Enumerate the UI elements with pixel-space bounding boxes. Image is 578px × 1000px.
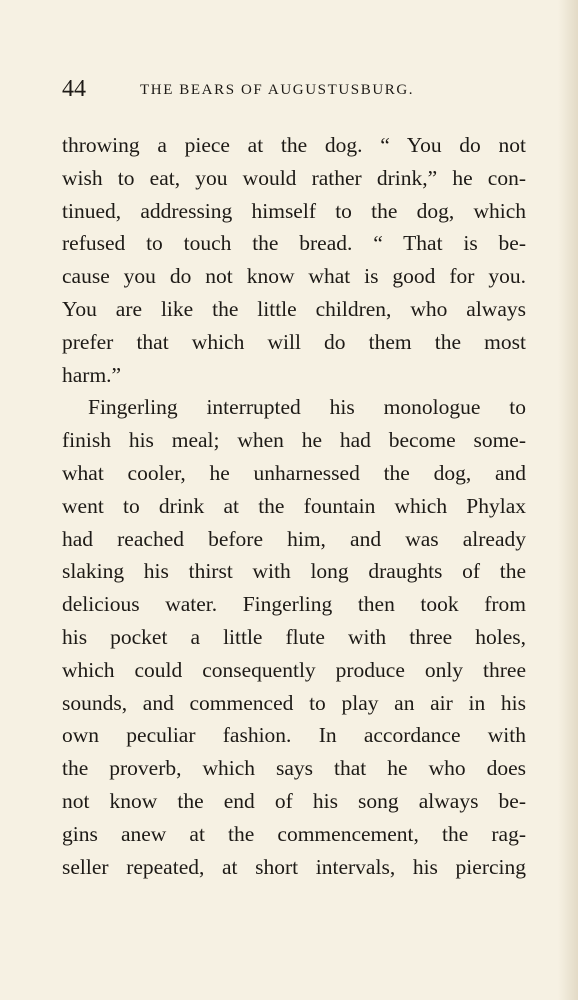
text-line: own peculiar fashion. In accordance with	[62, 723, 526, 748]
text-line: cause you do not know what is good for you.	[62, 264, 526, 289]
text-line: which could consequently produce only three	[62, 657, 526, 682]
text-line: refused to touch the bread. “ That is be-	[62, 231, 526, 256]
text-line: not know the end of his song always be-	[62, 788, 526, 813]
text-line: had reached before him, and was already	[62, 526, 526, 551]
text-line: slaking his thirst with long draughts of the	[62, 559, 526, 584]
page-edge-shadow	[558, 0, 578, 1000]
text-line: harm.”	[62, 362, 122, 387]
text-line: prefer that which will do them the most	[62, 329, 526, 354]
text-line: You are like the little children, who always	[62, 296, 526, 321]
text-line: what cooler, he unharnessed the dog, and	[62, 460, 526, 485]
text-line: seller repeated, at short intervals, his piercing	[62, 854, 526, 879]
text-line: sounds, and commenced to play an air in his	[62, 690, 526, 715]
text-line: throwing a piece at the dog. “ You do not	[62, 133, 526, 157]
text-line: gins anew at the commencement, the rag-	[62, 821, 526, 846]
text-line: tinued, addressing himself to the dog, which	[62, 198, 526, 223]
text-line: delicious water. Fingerling then took from	[62, 592, 526, 617]
body-text	[62, 129, 526, 883]
text-line: his pocket a little flute with three holes,	[62, 624, 526, 649]
text-line: Fingerling interrupted his monologue to	[88, 395, 526, 420]
text-line: wish to eat, you would rather drink,” he con-	[62, 165, 526, 190]
page-header	[62, 74, 524, 104]
text-line: finish his meal; when he had become some-	[62, 428, 526, 453]
page-number: 44	[62, 76, 86, 102]
text-line: went to drink at the fountain which Phylax	[62, 493, 526, 518]
text-line: the proverb, which says that he who does	[62, 756, 526, 781]
running-title: THE BEARS OF AUGUSTUSBURG.	[140, 82, 415, 98]
